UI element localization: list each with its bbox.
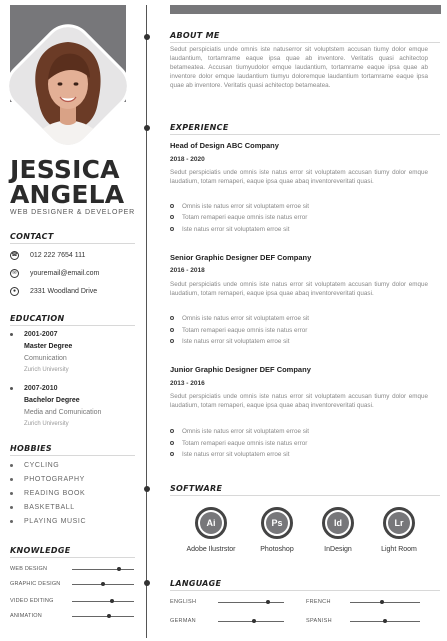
- bullet-ring-icon: [170, 316, 174, 320]
- skill-label: WEB DESIGN: [10, 566, 48, 572]
- first-name: JESSICA: [10, 155, 120, 184]
- job-bullet: [170, 214, 307, 221]
- bullet-ring-icon: [170, 328, 174, 332]
- software-name: Light Room: [381, 546, 417, 553]
- job-bullet: [170, 451, 289, 458]
- education-school: Zurich University: [24, 367, 69, 373]
- bullet-dot: [10, 492, 13, 495]
- email-text: youremail@email.com: [30, 269, 100, 277]
- language-track: [218, 602, 284, 603]
- address-text: 2331 Woodland Drive: [30, 287, 98, 295]
- language-track: [350, 602, 420, 603]
- skill-level-knob: [117, 567, 121, 571]
- software-name: InDesign: [324, 546, 352, 553]
- bullet-ring-icon: [170, 441, 174, 445]
- hobbies-heading: HOBBIES: [10, 444, 52, 453]
- phone-text: 012 222 7654 111: [30, 251, 86, 259]
- language-bar: [306, 599, 426, 609]
- skill-track: [72, 616, 134, 617]
- skill-bar: [10, 598, 128, 608]
- hobby-label: BASKETBALL: [24, 504, 75, 511]
- last-name: ANGELA: [10, 180, 125, 209]
- software-name: Adobe Ilustrstor: [186, 546, 236, 553]
- knowledge-heading: KNOWLEDGE: [10, 546, 71, 555]
- job-bullet: [170, 226, 289, 233]
- bullet-text: Totam remaperi eaque omnis iste natus error: [182, 214, 308, 221]
- software-heading: SOFTWARE: [170, 484, 223, 493]
- job-bullet: [170, 428, 309, 435]
- education-years: 2001-2007: [24, 331, 58, 338]
- bullet-dot: [10, 464, 13, 467]
- skill-bar: [10, 613, 128, 623]
- education-field: Media and Comunication: [24, 409, 102, 416]
- email-icon: ✉: [10, 269, 19, 278]
- skill-level-knob: [107, 614, 111, 618]
- bullet-dot: [10, 506, 13, 509]
- timeline-dot: [144, 125, 150, 131]
- job-bullet: [170, 338, 289, 345]
- contact-heading: CONTACT: [10, 232, 54, 241]
- skill-label: ANIMATION: [10, 613, 42, 619]
- indesign-icon: Id: [322, 507, 354, 539]
- location-pin-icon: ●: [10, 287, 19, 296]
- bullet-text: Totam remaperi eaque omnis iste natus error: [182, 440, 308, 447]
- bullet-text: Iste natus error sit voluptatem erroe sit: [182, 451, 290, 458]
- job-title: Junior Graphic Designer DEF Company: [170, 365, 311, 374]
- bullet-ring-icon: [170, 452, 174, 456]
- bullet-text: Omnis iste natus error sit voluptatem erroe sit: [182, 428, 310, 435]
- contact-divider: [10, 243, 135, 244]
- lightroom-icon: Lr: [383, 507, 415, 539]
- education-years: 2007-2010: [24, 385, 58, 392]
- timeline-dot: [144, 34, 150, 40]
- skill-bar: [10, 566, 128, 576]
- about-divider: [170, 42, 440, 43]
- job-bullet: [170, 440, 307, 447]
- education-school: Zurich University: [24, 421, 69, 427]
- skill-label: VIDEO EDITING: [10, 598, 54, 604]
- hobby-label: PHOTOGRAPHY: [24, 476, 85, 483]
- software-item: [369, 507, 429, 553]
- bullet-ring-icon: [170, 339, 174, 343]
- timeline-dot: [144, 580, 150, 586]
- education-degree: Master Degree: [24, 343, 73, 350]
- education-field: Comunication: [24, 355, 67, 362]
- language-bar: [306, 618, 426, 628]
- hobby-label: CYCLING: [24, 462, 60, 469]
- hobby-item: [10, 490, 85, 497]
- language-label: FRENCH: [306, 599, 331, 605]
- skill-track: [72, 569, 134, 570]
- job-years: 2018 - 2020: [170, 156, 205, 163]
- bullet-text: Omnis iste natus error sit voluptatem erroe sit: [182, 203, 310, 210]
- about-text: Sedut perspiciatis unde omnis iste natuserror sit voluptstem accusan tiumy dolor emque laudantium, tortamrame eaque ipsa quae ab inventore. Veritatis quasi achitectop betameatea. Accusan tiumyudolor emque laudantium, tortamrame eaque ipsa quae ab inventore dolor emque laudantium tiumyu doloremque laudantium tortamrame eaque ipsa quae ab inventore. Veritatis quasi achitectop betameatea.: [170, 46, 428, 89]
- job-years: 2013 - 2016: [170, 380, 205, 387]
- photo-frame: [0, 18, 136, 154]
- job-title: Senior Graphic Designer DEF Company: [170, 253, 312, 262]
- job-bullet: [170, 327, 307, 334]
- software-item: [308, 507, 368, 553]
- language-level-knob: [380, 600, 384, 604]
- language-level-knob: [252, 619, 256, 623]
- hobby-item: [10, 518, 86, 525]
- contact-phone: [10, 249, 85, 261]
- hobbies-divider: [10, 455, 135, 456]
- skill-label: GRAPHIC DESIGN: [10, 581, 61, 587]
- language-bar: [170, 618, 290, 628]
- hobby-label: READING BOOK: [24, 490, 86, 497]
- job-title: Head of Design ABC Company: [170, 141, 279, 150]
- knowledge-divider: [10, 557, 135, 558]
- bullet-dot: [10, 333, 13, 336]
- skill-level-knob: [110, 599, 114, 603]
- header-gray-stripe: [170, 5, 441, 14]
- bullet-dot: [10, 387, 13, 390]
- skill-track: [72, 601, 134, 602]
- education-divider: [10, 325, 135, 326]
- bullet-text: Iste natus error sit voluptatem erroe sit: [182, 338, 290, 345]
- language-level-knob: [383, 619, 387, 623]
- software-item: [247, 507, 307, 553]
- job-role: WEB DESIGNER & DEVELOPER: [10, 209, 136, 216]
- bullet-ring-icon: [170, 429, 174, 433]
- skill-bar: [10, 581, 128, 591]
- language-divider: [170, 590, 440, 591]
- language-label: ENGLISH: [170, 599, 197, 605]
- contact-address: [10, 285, 97, 297]
- job-bullet: [170, 203, 309, 210]
- bullet-text: Omnis iste natus error sit voluptatem erroe sit: [182, 315, 310, 322]
- profile-photo: [11, 29, 125, 143]
- skill-level-knob: [101, 582, 105, 586]
- job-years: 2016 - 2018: [170, 267, 205, 274]
- education-heading: EDUCATION: [10, 314, 65, 323]
- photoshop-icon: Ps: [261, 507, 293, 539]
- language-track: [218, 621, 284, 622]
- software-divider: [170, 495, 440, 496]
- contact-email: [10, 267, 99, 279]
- timeline-dot: [144, 486, 150, 492]
- language-heading: LANGUAGE: [170, 579, 222, 588]
- education-degree: Bachelor Degree: [24, 397, 80, 404]
- job-description: Sedut perspiciatis unde omnis iste natus error sit voluptatem accusan tiumy dolor emque laudatium, totam remaperi, eaque ipsa quae abaq inventoreveritati quasi.: [170, 169, 428, 185]
- language-label: SPANISH: [306, 618, 332, 624]
- hobby-label: PLAYING MUSIC: [24, 518, 87, 525]
- hobby-item: [10, 476, 85, 483]
- full-name: [10, 157, 124, 207]
- experience-divider: [170, 134, 440, 135]
- language-label: GERMAN: [170, 618, 196, 624]
- bullet-dot: [10, 520, 13, 523]
- bullet-ring-icon: [170, 215, 174, 219]
- illustrator-icon: Ai: [195, 507, 227, 539]
- bullet-dot: [10, 478, 13, 481]
- phone-icon: ☎: [11, 252, 18, 258]
- about-heading: ABOUT ME: [170, 31, 220, 40]
- bullet-ring-icon: [170, 204, 174, 208]
- bullet-text: Totam remaperi eaque omnis iste natus error: [182, 327, 308, 334]
- job-bullet: [170, 315, 309, 322]
- job-description: Sedut perspiciatis unde omnis iste natus error sit voluptatem accusan tiumy dolor emque laudatium, totam remaperi, eaque ipsa quae abaq inventoreveritati quasi.: [170, 281, 428, 297]
- software-name: Photoshop: [260, 546, 294, 553]
- hobby-item: [10, 462, 59, 469]
- portrait-image: [0, 18, 136, 154]
- job-description: Sedut perspiciatis unde omnis iste natus error sit voluptatem accusan tiumy dolor emque laudatium, totam remaperi, eaque ipsa quae abaq inventoreveritati quasi.: [170, 393, 428, 409]
- software-item: [181, 507, 241, 553]
- language-level-knob: [266, 600, 270, 604]
- language-bar: [170, 599, 290, 609]
- hobby-item: [10, 504, 75, 511]
- experience-heading: EXPERIENCE: [170, 123, 229, 132]
- timeline-line: [146, 5, 147, 638]
- bullet-text: Iste natus error sit voluptatem erroe sit: [182, 226, 290, 233]
- bullet-ring-icon: [170, 227, 174, 231]
